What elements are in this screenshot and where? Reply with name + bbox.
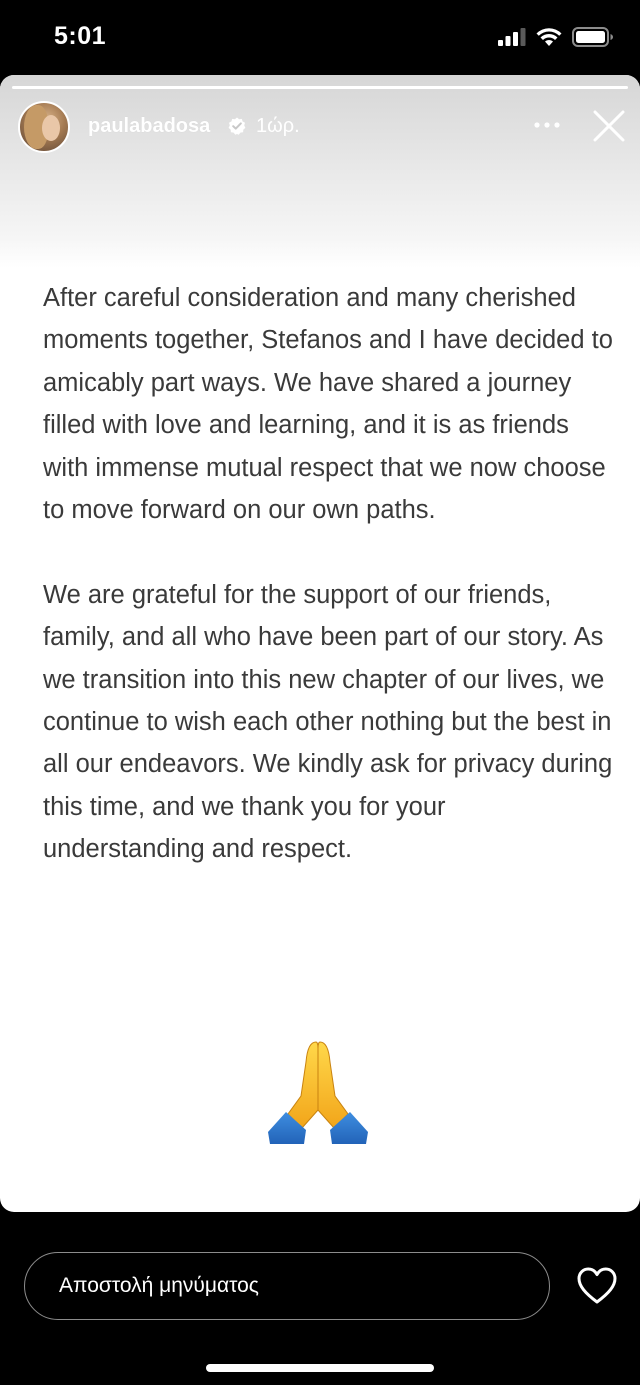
battery-icon — [572, 27, 614, 47]
home-indicator — [206, 1364, 434, 1372]
story-paragraph-1: After careful consideration and many cherished moments together, Stefanos and I have decided to amicably part ways. We have shared a journey filled with love and learning, and it is as friends with immense mutual respect that we now choose to move forward on our own paths. — [43, 284, 613, 525]
folded-hands-icon — [266, 1040, 370, 1146]
close-icon[interactable] — [592, 109, 626, 143]
avatar-face — [42, 115, 60, 141]
wifi-icon — [536, 28, 562, 47]
more-horizontal-icon[interactable] — [532, 115, 562, 135]
story-text — [43, 277, 613, 871]
username[interactable]: paulabadosa — [88, 115, 211, 137]
story-paragraph-2: We are grateful for the support of our friends, family, and all who have been part of our story. As we transition into this new chapter of our lives, we continue to wish each other nothing but the best in all our endeavors. We kindly ask for privacy during this time, and we thank you for your understanding and respect. — [43, 580, 613, 864]
story-timestamp: 1ώρ. — [256, 115, 300, 137]
bottom-bar — [0, 1212, 640, 1385]
signal-icon — [498, 28, 526, 46]
story-progress-fill — [12, 86, 628, 89]
story-header — [0, 97, 640, 157]
verified-badge-icon — [228, 117, 246, 135]
status-icons — [498, 27, 614, 47]
status-bar — [0, 0, 640, 75]
story-progress-bar — [12, 86, 628, 89]
story-card[interactable] — [0, 75, 640, 1212]
send-message-input[interactable] — [24, 1252, 550, 1320]
avatar[interactable] — [18, 101, 70, 153]
heart-icon[interactable] — [577, 1267, 617, 1305]
status-time: 5:01 — [54, 22, 107, 50]
